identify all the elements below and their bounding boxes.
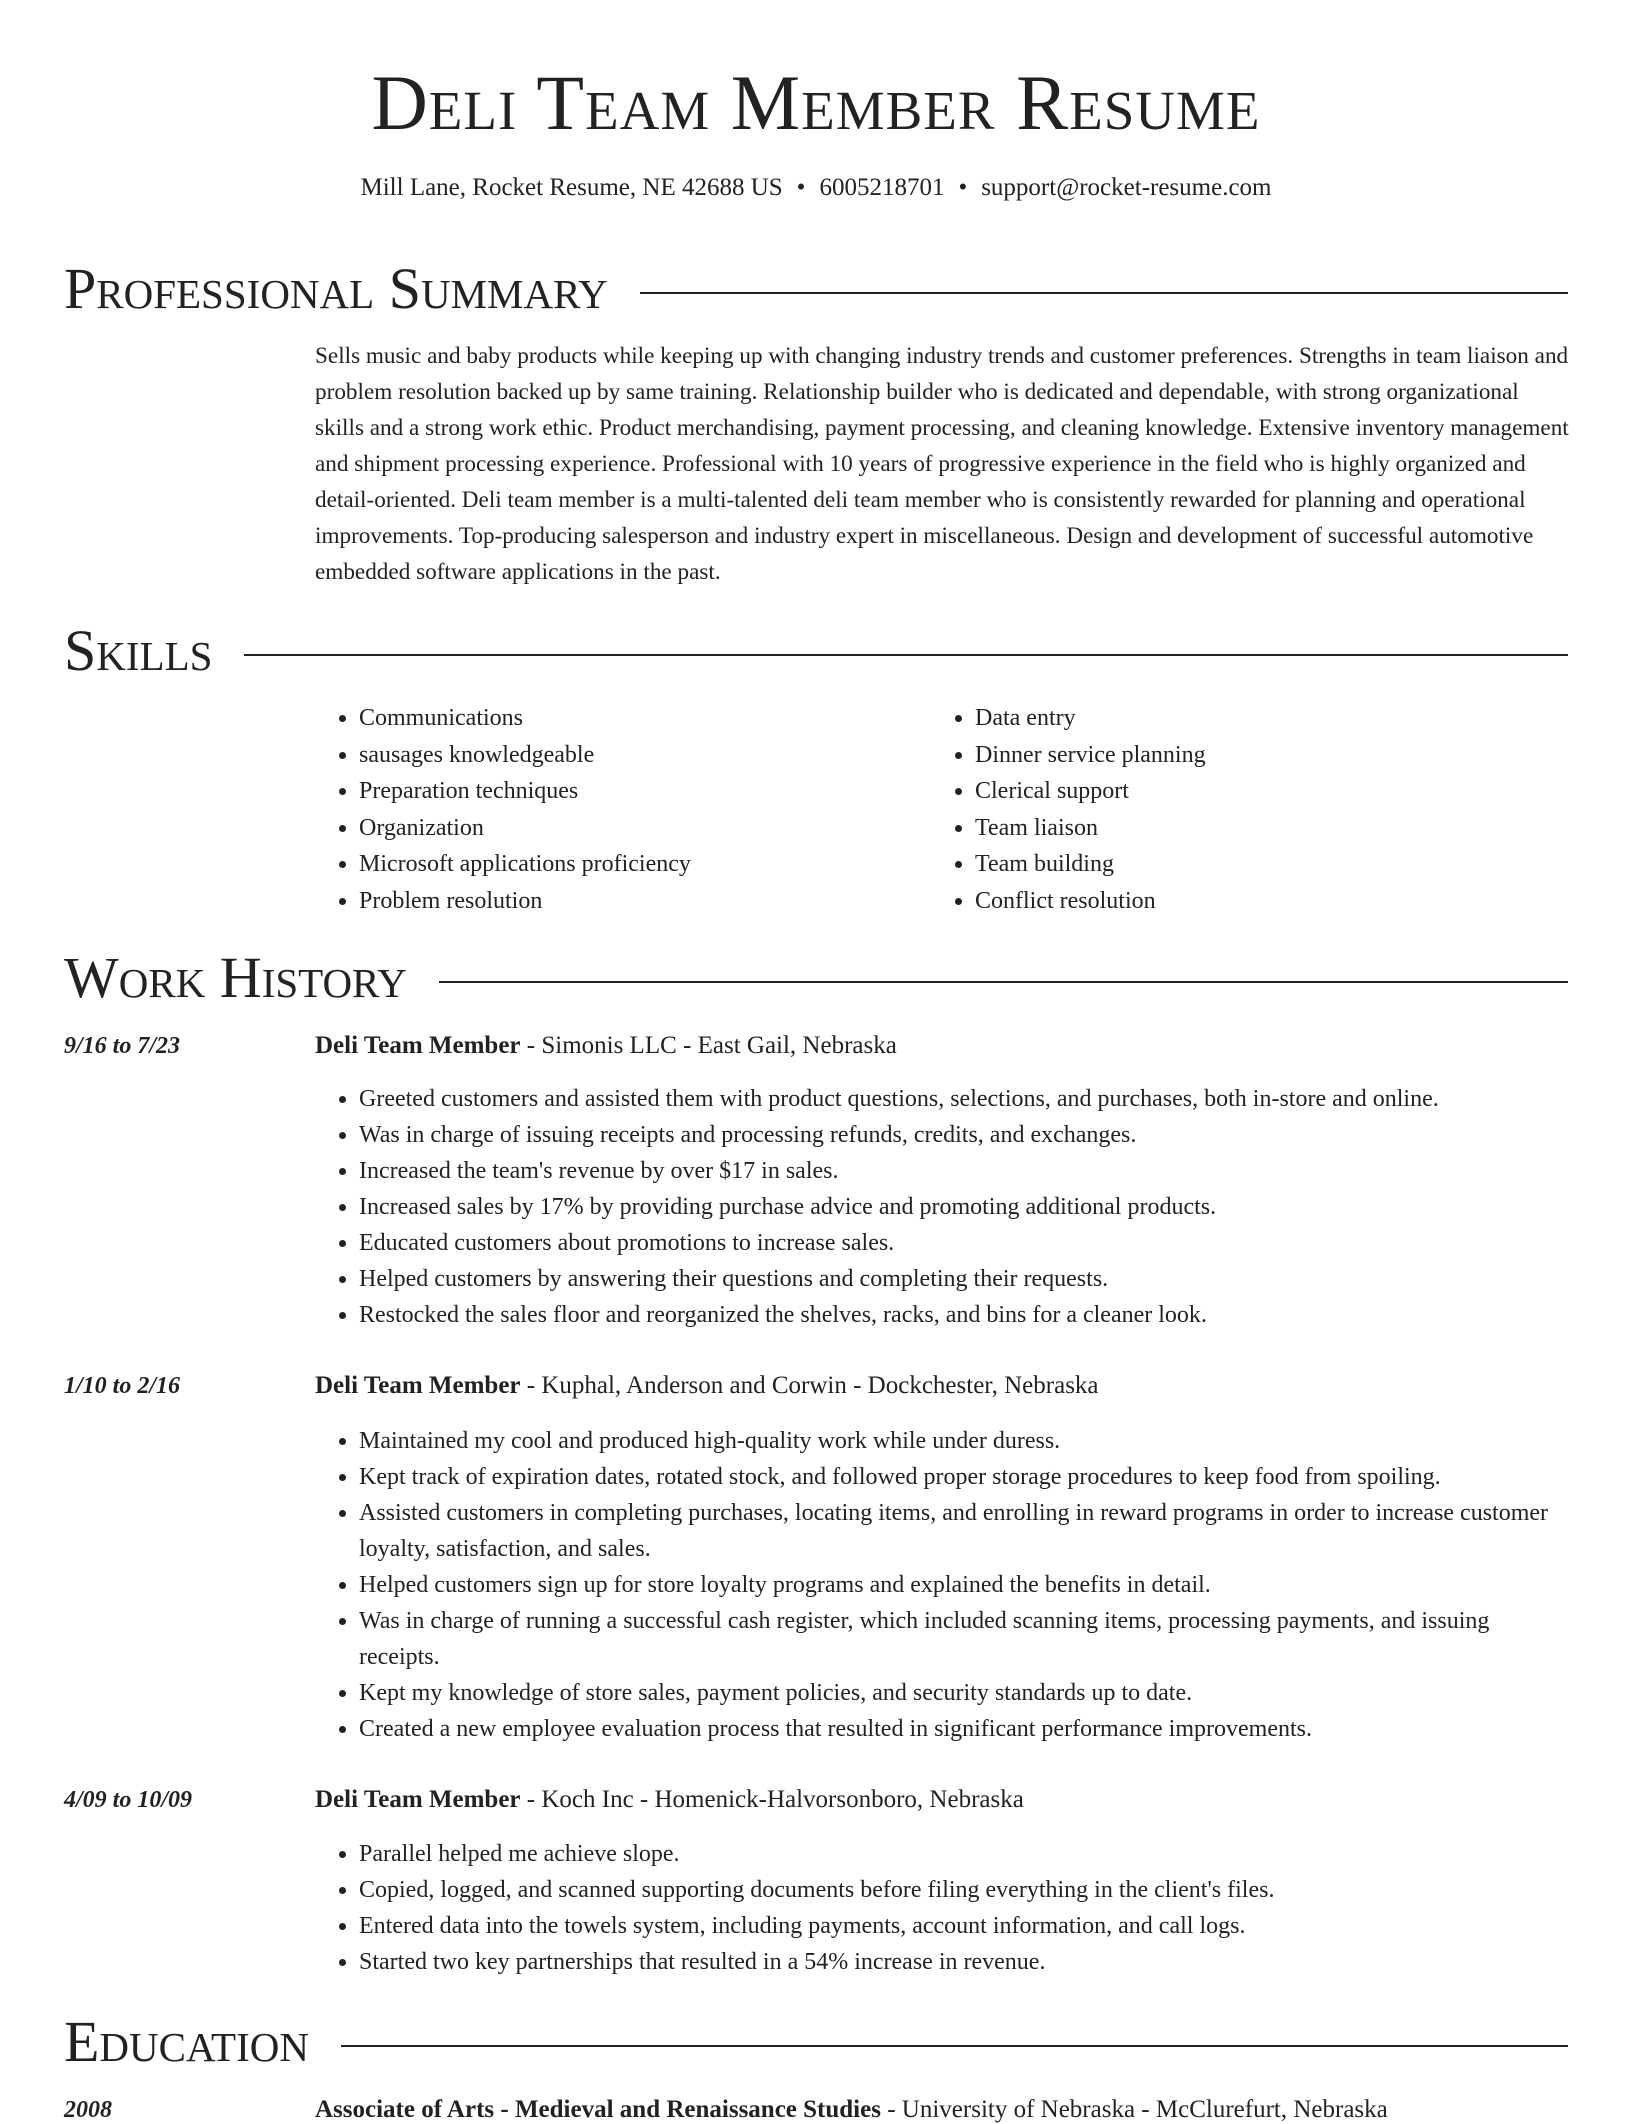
job-bullet: • Increased the team's revenue by over $17 in sales. (359, 1153, 1575, 1189)
job-bullet: • Greeted customers and assisted them with product questions, selections, and purchases, both in-store and online. (359, 1081, 1575, 1117)
summary-text: Sells music and baby products while keeping up with changing industry trends and customer preferences. Strengths in team liaison and problem resolution backed up by same training. Relationship builder who is dedicated and dependable, with strong organizational skills and a strong work ethic. Product merchandising, payment processing, and cleaning knowledge. Extensive inventory management and shipment processing experience. Professional with 10 years of progressive experience in the field who is highly organized and detail-oriented. Deli team member is a multi-talented deli team member who is consistently rewarded for planning and operational improvements. Top-producing salesperson and industry expert in miscellaneous. Design and development of successful automotive embedded software applications in the past. (315, 343, 1569, 585)
skill-item: • Team liaison (975, 810, 1531, 847)
skill-item: • Conflict resolution (975, 883, 1531, 920)
contact-line (0, 174, 1632, 202)
job-bullet: • Restocked the sales floor and reorganized the shelves, racks, and bins for a cleaner look. (359, 1297, 1575, 1333)
skill-item: • Team building (975, 846, 1531, 883)
work-heading: Work History (64, 945, 407, 1010)
education-degree: Associate of Arts - Medieval and Renaissance Studies (315, 2096, 881, 2123)
job-title: Deli Team Member (315, 1372, 521, 1399)
resume-title: Deli Team Member Resume (371, 59, 1261, 146)
job-bullet: • Started two key partnerships that resulted in a 54% increase in revenue. (359, 1944, 1575, 1980)
skill-item: • Microsoft applications proficiency (359, 846, 915, 883)
skills-heading: Skills (64, 618, 213, 683)
section-divider (244, 654, 1568, 656)
skill-item: • Problem resolution (359, 883, 915, 920)
education-entry (315, 2096, 1388, 2124)
job-dates: 9/16 to 7/23 (64, 1033, 181, 1059)
job-bullet: • Helped customers by answering their questions and completing their requests. (359, 1261, 1575, 1297)
job-bullet: • Was in charge of running a successful cash register, which included scanning items, processing payments, and issuing receipts. (359, 1603, 1575, 1675)
job-bullet: • Assisted customers in completing purchases, locating items, and enrolling in reward programs in order to increase customer loyalty, satisfaction, and sales. (359, 1495, 1575, 1567)
job-company: - Simonis LLC - East Gail, Nebraska (520, 1032, 897, 1059)
job-bullets (315, 1836, 1575, 1980)
education-heading: Education (64, 2009, 309, 2074)
education-date: 2008 (64, 2097, 112, 2123)
skill-item: • Data entry (975, 700, 1531, 737)
skill-item: • Clerical support (975, 773, 1531, 810)
job-bullet: • Was in charge of issuing receipts and processing refunds, credits, and exchanges. (359, 1117, 1575, 1153)
job-company: - Kuphal, Anderson and Corwin - Dockchester, Nebraska (520, 1372, 1099, 1399)
work-section-header (64, 945, 1568, 1010)
job-dates: 1/10 to 2/16 (64, 1373, 181, 1399)
job-bullet: • Maintained my cool and produced high-quality work while under duress. (359, 1423, 1575, 1459)
skill-item: • sausages knowledgeable (359, 737, 915, 774)
education-section-header (64, 2009, 1568, 2074)
skills-column-left (315, 700, 915, 920)
job-title: Deli Team Member (315, 1786, 521, 1813)
job-company: - Koch Inc - Homenick-Halvorsonboro, Nebraska (520, 1786, 1024, 1813)
section-divider (439, 981, 1568, 983)
contact-email[interactable]: support@rocket-resume.com (981, 174, 1272, 201)
job-bullets (315, 1423, 1575, 1747)
skill-item: • Preparation techniques (359, 773, 915, 810)
contact-separator: • (958, 174, 968, 201)
job-bullet: • Educated customers about promotions to increase sales. (359, 1225, 1575, 1261)
section-divider (341, 2045, 1568, 2047)
skill-item: • Dinner service planning (975, 737, 1531, 774)
job-bullet: • Parallel helped me achieve slope. (359, 1836, 1575, 1872)
job-bullet: • Entered data into the towels system, including payments, account information, and call logs. (359, 1908, 1575, 1944)
skill-item: • Organization (359, 810, 915, 847)
skill-item: • Communications (359, 700, 915, 737)
contact-separator: • (796, 174, 806, 201)
summary-heading: Professional Summary (64, 256, 608, 321)
job-heading (315, 1372, 1099, 1400)
education-school: - University of Nebraska - McClurefurt, Nebraska (880, 2096, 1388, 2123)
job-bullet: • Helped customers sign up for store loyalty programs and explained the benefits in detail. (359, 1567, 1575, 1603)
job-title: Deli Team Member (315, 1032, 521, 1059)
job-bullet: • Increased sales by 17% by providing purchase advice and promoting additional products. (359, 1189, 1575, 1225)
job-bullets (315, 1081, 1575, 1333)
skills-section-header (64, 618, 1568, 683)
summary-section-header (64, 256, 1568, 321)
job-heading (315, 1786, 1024, 1814)
job-bullet: • Created a new employee evaluation process that resulted in significant performance improvements. (359, 1711, 1575, 1747)
skills-column-right (931, 700, 1531, 920)
job-bullet: • Kept track of expiration dates, rotated stock, and followed proper storage procedures to keep food from spoiling. (359, 1459, 1575, 1495)
job-dates: 4/09 to 10/09 (64, 1787, 193, 1813)
job-heading (315, 1032, 897, 1060)
contact-address: Mill Lane, Rocket Resume, NE 42688 US (360, 174, 783, 201)
section-divider (640, 292, 1568, 294)
job-bullet: • Copied, logged, and scanned supporting documents before filing everything in the client's files. (359, 1872, 1575, 1908)
job-bullet: • Kept my knowledge of store sales, payment policies, and security standards up to date. (359, 1675, 1575, 1711)
contact-phone: 6005218701 (819, 174, 945, 201)
